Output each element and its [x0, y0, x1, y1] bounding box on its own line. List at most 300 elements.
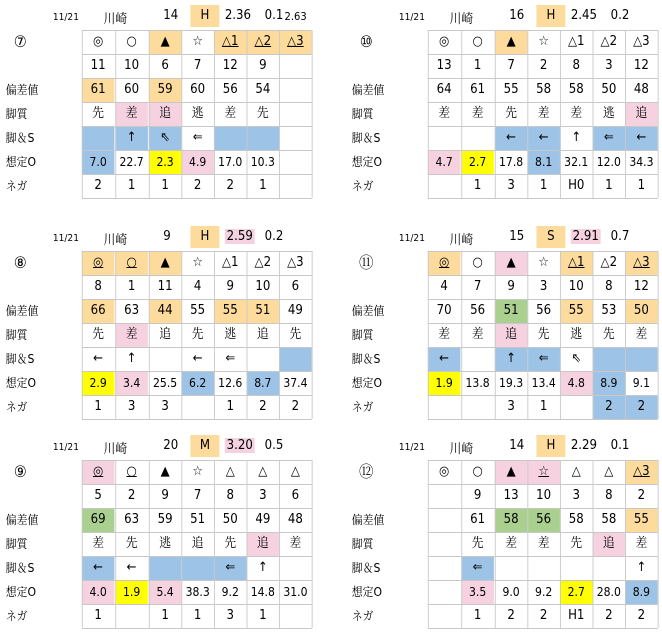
expected-odds-cell: 37.4 [283, 376, 308, 390]
row-label-pace-arrow: 脚＆S [351, 352, 381, 366]
negative-count-cell: 1 [259, 608, 267, 623]
hensachi-cell: 51 [190, 512, 206, 527]
mark-cell: ○ [472, 255, 483, 270]
expected-odds-cell: 8.9 [593, 371, 626, 395]
negative-count-cell: 2 [226, 178, 234, 193]
race-date: 11/21 [52, 442, 79, 453]
hensachi-cell: 63 [124, 512, 140, 527]
hensachi-cell: 55 [190, 303, 206, 318]
mark-cell: ○ [126, 34, 137, 49]
expected-odds-cell: 2.9 [82, 371, 115, 395]
mark-cell: ○ [472, 34, 483, 49]
mark-cell: ▲ [149, 251, 182, 275]
horse-number-cell: 10 [124, 58, 140, 73]
field-size: 9 [163, 229, 171, 244]
row-running-style [4, 532, 302, 556]
row-running-style [4, 323, 302, 347]
running-style-cell: 先 [191, 327, 204, 342]
pace-arrow-cell: ↑ [636, 560, 647, 575]
negative-count-cell: 3 [507, 399, 515, 414]
running-style-cell: 追 [256, 327, 269, 342]
pace-arrow-cell [279, 347, 312, 371]
grid-line-vertical [312, 251, 313, 419]
race-grade-badge: M [190, 435, 219, 457]
grid-line-horizontal [428, 102, 658, 103]
negative-count-cell: 1 [226, 399, 234, 414]
negative-count-cell [560, 395, 593, 419]
race-date: 11/21 [52, 12, 79, 23]
running-style-cell: 先 [570, 536, 583, 551]
horse-number-cell: 9 [161, 488, 169, 503]
pace-arrow-cell [181, 556, 214, 580]
grid-line-vertical [279, 460, 280, 628]
grid-line-horizontal [428, 150, 658, 151]
expected-odds-cell: 22.7 [119, 155, 144, 169]
expected-odds-cell: 17.0 [218, 155, 243, 169]
grid-line-horizontal [428, 347, 658, 348]
row-label-hensachi: 偏差値 [5, 83, 39, 97]
hensachi-cell: 48 [287, 512, 303, 527]
grid-line-horizontal [82, 174, 312, 175]
mark-cell: △ [604, 464, 614, 479]
pace-arrow-cell [560, 556, 593, 580]
grid-line-vertical [214, 251, 215, 419]
grid-line-horizontal [428, 198, 658, 199]
pace-arrow-cell: ↑ [115, 126, 148, 150]
running-style-cell: 追 [159, 327, 171, 342]
mark-cell: ○ [472, 464, 483, 479]
negative-count-cell [181, 395, 214, 419]
negative-count-cell: 1 [473, 178, 482, 193]
row-label-expected-odds: 想定O [5, 155, 37, 169]
row-label-expected-odds: 想定O [5, 376, 37, 390]
grid-line-horizontal [428, 174, 658, 175]
horse-number-cell: 6 [291, 488, 300, 503]
race-factor: 2.91 [572, 229, 599, 244]
pace-arrow-cell: ⇖ [149, 126, 182, 150]
mark-cell: ◎ [438, 34, 450, 49]
race-header [4, 2, 307, 30]
race-10-panel [350, 2, 654, 212]
pace-arrow-cell [214, 126, 247, 150]
mark-cell: ☆ [538, 34, 549, 49]
grid-line-vertical [428, 460, 429, 628]
field-size: 20 [163, 438, 179, 453]
row-hensachi [4, 299, 303, 323]
pace-arrow-cell: ⇐ [593, 126, 626, 150]
row-hensachi [4, 508, 303, 532]
running-style-cell: 先 [92, 327, 105, 342]
race-factor: 2.45 [570, 8, 598, 23]
horse-number-cell: 3 [539, 279, 548, 294]
grid-line-horizontal [428, 251, 658, 252]
field-size: 15 [509, 229, 525, 244]
row-running-style [350, 323, 648, 347]
negative-count-cell: 2 [291, 399, 300, 414]
row-expected-odds [4, 580, 308, 604]
horse-number-cell: 3 [572, 488, 580, 503]
race-number: ⑧ [13, 253, 27, 272]
grid-line-vertical [593, 251, 594, 419]
grid-line-horizontal [82, 275, 312, 276]
expected-odds-cell: 13.4 [531, 376, 556, 390]
row-mark [4, 30, 304, 54]
horse-number-cell: 12 [633, 279, 649, 294]
negative-count-cell: 3 [226, 608, 234, 623]
race-venue: 川崎 [449, 233, 474, 248]
negative-count-cell: 3 [161, 399, 169, 414]
expected-odds-cell: 17.8 [498, 155, 524, 169]
grid-line-vertical [149, 251, 150, 419]
row-expected-odds [350, 580, 651, 604]
race-11-panel [350, 223, 651, 433]
row-label-negative-count: ネガ [5, 609, 28, 623]
negative-count-cell: 2 [259, 399, 267, 414]
row-label-hensachi: 偏差値 [351, 513, 385, 527]
expected-odds-cell: 8.9 [625, 580, 658, 604]
pace-arrow-cell: ⇐ [214, 556, 247, 580]
grid-line-horizontal [82, 150, 312, 151]
hensachi-cell: 55 [625, 508, 658, 532]
pace-arrow-cell [279, 126, 312, 150]
horse-number-cell: 13 [503, 488, 519, 503]
row-mark [4, 460, 300, 484]
expected-odds-cell: 2.3 [149, 150, 182, 174]
race-number: ⑨ [13, 462, 27, 481]
row-pace-arrow [350, 556, 647, 580]
expected-odds-cell: 10.3 [250, 155, 275, 169]
row-label-hensachi: 偏差値 [5, 513, 39, 527]
pace-arrow-cell: ↑ [257, 560, 268, 575]
grid-line-vertical [247, 251, 248, 419]
pace-arrow-cell [527, 556, 560, 580]
race-factor: 2.59 [226, 229, 253, 244]
pace-arrow-cell: ⇐ [527, 347, 560, 371]
grid-line-vertical [527, 251, 528, 419]
expected-odds-cell: 4.7 [428, 150, 461, 174]
hensachi-cell: 56 [470, 303, 486, 318]
negative-count-cell: H1 [568, 608, 585, 623]
running-style-cell: 逃 [224, 327, 237, 342]
pace-arrow-cell: ⇐ [461, 556, 494, 580]
row-pace-arrow [4, 347, 286, 371]
pace-arrow-cell [461, 126, 494, 150]
grid-line-vertical [461, 251, 462, 419]
row-mark [4, 251, 304, 275]
row-horse-number [4, 275, 300, 299]
grid-line-vertical [625, 460, 626, 628]
expected-odds-cell: 4.0 [82, 580, 115, 604]
negative-count-cell: 2 [94, 178, 102, 193]
running-style-cell: 追 [593, 532, 626, 556]
hensachi-cell: 49 [287, 303, 303, 318]
mark-cell: ▲ [160, 464, 170, 479]
pace-arrow-cell [495, 556, 528, 580]
hensachi-cell: 51 [247, 299, 280, 323]
running-style-cell: 先 [256, 106, 269, 121]
row-label-running-style: 脚質 [351, 328, 374, 342]
mark-cell: ○ [126, 464, 137, 479]
race-header [4, 432, 286, 460]
running-style-cell: 差 [438, 327, 451, 342]
expected-odds-cell: 12.0 [596, 155, 621, 169]
grid-line-vertical [312, 30, 313, 198]
grid-line-horizontal [428, 78, 658, 79]
mark-cell: ▲ [495, 460, 528, 484]
expected-odds-cell [428, 580, 461, 604]
race-venue: 川崎 [103, 233, 128, 248]
hensachi-cell: 66 [82, 299, 115, 323]
running-style-cell: 差 [471, 327, 484, 342]
pace-arrow-cell [428, 126, 461, 150]
horse-number-cell: 8 [605, 488, 613, 503]
grid-line-horizontal [82, 395, 312, 396]
hensachi-cell: 61 [82, 78, 115, 102]
row-negative-count [350, 395, 646, 419]
expected-odds-cell: 5.4 [149, 580, 182, 604]
negative-count-cell: 3 [507, 178, 515, 193]
horse-number-cell: 2 [127, 488, 136, 503]
grid-line-horizontal [428, 580, 658, 581]
expected-odds-cell: 8.7 [247, 371, 280, 395]
hensachi-cell: 44 [149, 299, 182, 323]
grid-line-vertical [495, 30, 496, 198]
running-style-cell: 差 [471, 106, 484, 121]
horse-number-cell: 4 [440, 279, 448, 294]
negative-count-cell: 1 [161, 178, 169, 193]
negative-count-cell: 1 [637, 178, 646, 193]
grid-line-horizontal [428, 484, 658, 485]
row-horse-number [350, 54, 649, 78]
running-style-cell: 差 [635, 536, 648, 551]
negative-count-cell: 2 [507, 608, 515, 623]
running-style-cell: 差 [570, 106, 583, 121]
field-size: 16 [509, 8, 525, 23]
mark-cell: △2 [254, 255, 272, 270]
race-number: ⑪ [359, 253, 374, 272]
row-label-negative-count: ネガ [351, 609, 374, 623]
row-label-expected-odds: 想定O [351, 585, 383, 599]
horse-number-cell: 7 [473, 279, 482, 294]
horse-number-cell: 5 [94, 488, 102, 503]
hensachi-cell: 51 [495, 299, 528, 323]
grid-line-horizontal [82, 198, 312, 199]
race-header [350, 2, 632, 30]
grid-line-vertical [593, 30, 594, 198]
hensachi-cell: 59 [157, 512, 173, 527]
running-style-cell: 差 [505, 536, 517, 551]
grid-line-vertical [149, 460, 150, 628]
race-header [4, 223, 286, 251]
grid-line-vertical [560, 251, 561, 419]
row-mark [350, 460, 650, 484]
grid-line-horizontal [82, 532, 312, 533]
running-style-cell: 差 [635, 327, 648, 342]
mark-cell: △ [571, 464, 581, 479]
pace-arrow-cell [593, 556, 626, 580]
race-factor-small: 0.1 [610, 438, 630, 453]
row-expected-odds [4, 150, 286, 174]
race-date: 11/21 [52, 233, 79, 244]
grid-line-vertical [115, 460, 116, 628]
hensachi-cell: 48 [633, 82, 649, 97]
mark-cell: ☆ [192, 464, 203, 479]
mark-cell: ◎ [428, 251, 461, 275]
grid-line-horizontal [428, 508, 658, 509]
row-mark [350, 251, 650, 275]
race-grade-badge: H [536, 435, 565, 457]
race-grade-badge: H [190, 5, 219, 27]
running-style-cell: 逃 [191, 106, 204, 121]
mark-cell: △3 [625, 251, 658, 275]
pace-arrow-cell: ↑ [126, 351, 137, 366]
grid-line-vertical [461, 460, 462, 628]
grid-line-vertical [181, 30, 182, 198]
mark-cell: △3 [287, 255, 304, 270]
expected-odds-cell: 14.8 [250, 585, 275, 599]
negative-count-cell [115, 604, 148, 628]
hensachi-cell: 69 [82, 508, 115, 532]
pace-arrow-cell: ← [428, 347, 461, 371]
grid-line-horizontal [82, 508, 312, 509]
row-label-hensachi: 偏差値 [351, 304, 385, 318]
race-grade-badge: H [536, 5, 565, 27]
grid-line-vertical [247, 30, 248, 198]
row-negative-count [350, 604, 646, 628]
expected-odds-cell: 25.5 [152, 376, 178, 390]
race-header [350, 432, 632, 460]
row-label-pace-arrow: 脚＆S [351, 561, 381, 575]
hensachi-cell: 61 [470, 82, 486, 97]
row-label-expected-odds: 想定O [351, 155, 383, 169]
hensachi-cell: 55 [214, 299, 247, 323]
mark-cell: ▲ [149, 30, 182, 54]
hensachi-cell: 56 [527, 508, 560, 532]
pace-arrow-cell: ⇐ [192, 130, 203, 145]
race-factor-small: 0.2 [610, 8, 630, 23]
running-style-cell: 差 [115, 102, 148, 126]
grid-line-horizontal [428, 419, 658, 420]
row-label-running-style: 脚質 [5, 328, 28, 342]
negative-count-cell: 1 [473, 608, 482, 623]
expected-odds-cell: 19.3 [498, 376, 524, 390]
expected-odds-cell: 28.0 [596, 585, 621, 599]
pace-arrow-cell: ← [93, 351, 104, 366]
grid-line-horizontal [82, 556, 312, 557]
mark-cell: △ [258, 464, 268, 479]
hensachi-cell: 59 [149, 78, 182, 102]
grid-line-vertical [82, 460, 83, 628]
running-style-cell: 逃 [602, 106, 615, 121]
negative-count-cell: 1 [605, 178, 613, 193]
running-style-cell [279, 102, 312, 126]
mark-cell: ◎ [82, 251, 115, 275]
horse-number-cell: 11 [157, 279, 173, 294]
hensachi-cell: 58 [568, 82, 584, 97]
expected-odds-cell: 6.2 [181, 371, 214, 395]
race-date: 11/21 [398, 12, 425, 23]
grid-line-horizontal [82, 419, 312, 420]
negative-count-cell: H0 [568, 178, 585, 193]
horse-number-cell: 11 [90, 58, 106, 73]
hensachi-cell: 50 [625, 299, 658, 323]
pace-arrow-cell: ↑ [495, 347, 528, 371]
grid-line-vertical [279, 30, 280, 198]
grid-line-vertical [658, 251, 659, 419]
race-grade-badge: S [536, 226, 565, 248]
negative-count-cell [428, 604, 461, 628]
race-venue: 川崎 [449, 442, 474, 457]
grid-line-vertical [495, 251, 496, 419]
grid-line-vertical [527, 30, 528, 198]
grid-line-vertical [82, 30, 83, 198]
expected-odds-cell: 4.8 [560, 371, 593, 395]
negative-count-cell: 2 [605, 608, 613, 623]
row-pace-arrow [350, 126, 647, 150]
grid-line-horizontal [82, 126, 312, 127]
hensachi-cell: 50 [601, 82, 617, 97]
row-negative-count [4, 395, 300, 419]
grid-line-vertical [181, 251, 182, 419]
horse-number-cell: 4 [193, 279, 202, 294]
grid-line-vertical [428, 251, 429, 419]
horse-number-cell: 7 [507, 58, 515, 73]
hensachi-cell: 60 [190, 82, 206, 97]
pace-arrow-cell: ← [126, 560, 137, 575]
row-expected-odds [350, 371, 651, 395]
horse-number-cell: 9 [473, 488, 482, 503]
row-pace-arrow [4, 126, 286, 150]
running-style-cell: 追 [149, 102, 182, 126]
expected-odds-cell: 1.9 [115, 580, 148, 604]
pace-arrow-cell [461, 347, 494, 371]
hensachi-cell: 55 [503, 82, 519, 97]
negative-count-cell [279, 604, 312, 628]
row-label-negative-count: ネガ [351, 400, 374, 414]
mark-cell: △ [225, 464, 235, 479]
expected-odds-cell: 32.1 [564, 155, 589, 169]
row-label-hensachi: 偏差値 [5, 304, 39, 318]
race-factor: 2.36 [224, 8, 252, 23]
negative-count-cell: 2 [593, 395, 626, 419]
negative-count-cell [279, 174, 312, 198]
grid-line-horizontal [428, 323, 658, 324]
running-style-cell: 逃 [570, 327, 583, 342]
row-horse-number [4, 484, 300, 508]
row-label-running-style: 脚質 [5, 107, 28, 121]
grid-line-horizontal [82, 484, 312, 485]
horse-number-cell: 6 [161, 58, 169, 73]
row-label-negative-count: ネガ [351, 179, 374, 193]
row-negative-count [4, 174, 286, 198]
race-number: ⑦ [13, 32, 27, 51]
running-style-cell: 先 [505, 106, 517, 121]
grid-line-vertical [214, 460, 215, 628]
pace-arrow-cell: ⇖ [571, 351, 582, 366]
hensachi-cell: 64 [436, 82, 452, 97]
hensachi-cell: 50 [222, 512, 238, 527]
row-hensachi [350, 299, 649, 323]
running-style-cell: 追 [191, 536, 204, 551]
race-factor-small: 0.5 [264, 438, 284, 453]
race-8-panel [4, 223, 308, 433]
pace-arrow-cell [247, 126, 280, 150]
grid-line-horizontal [82, 78, 312, 79]
pace-arrow-cell [279, 556, 312, 580]
hensachi-cell [428, 508, 461, 532]
race-date: 11/21 [398, 233, 425, 244]
horse-number-cell: 8 [605, 279, 613, 294]
